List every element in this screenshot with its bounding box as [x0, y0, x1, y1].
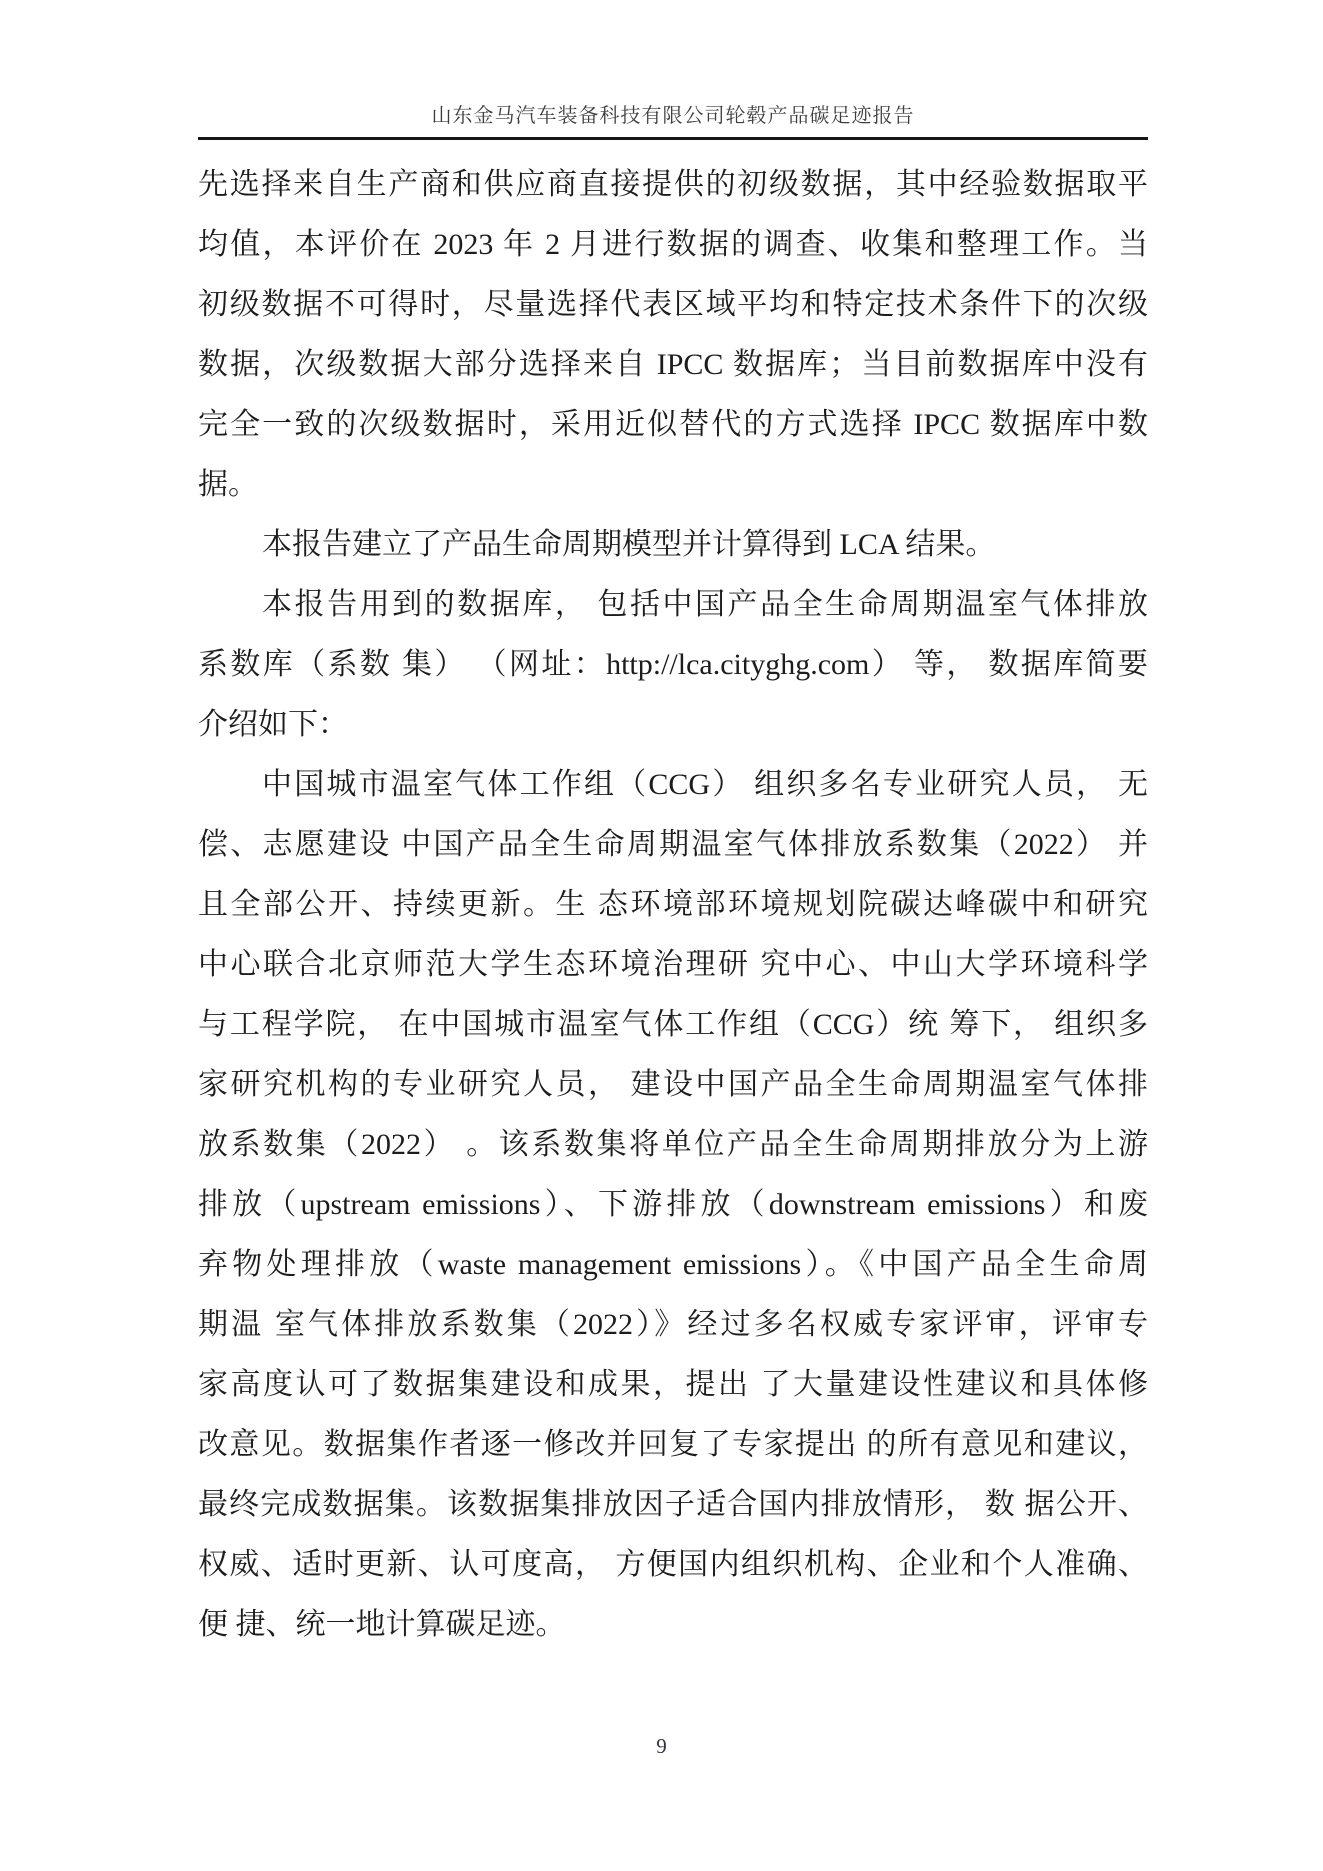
- text-line: 偿、志愿建设 中国产品全生命周期温室气体排放系数集（2022） 并: [198, 828, 1148, 861]
- text-line: 中心联合北京师范大学生态环境治理研 究中心、中山大学环境科学: [198, 948, 1148, 981]
- text-line: 与工程学院， 在中国城市温室气体工作组（CCG）统 筹下， 组织多: [198, 1008, 1148, 1041]
- text-line: 家高度认可了数据集建设和成果，提出 了大量建设性建议和具体修: [198, 1368, 1148, 1401]
- text-line: 均值，本评价在 2023 年 2 月进行数据的调查、收集和整理工作。当: [198, 228, 1148, 261]
- text-line: 中国城市温室气体工作组（CCG） 组织多名专业研究人员， 无: [262, 768, 1148, 801]
- text-line: 介绍如下：: [198, 708, 348, 741]
- text-line: 先选择来自生产商和供应商直接提供的初级数据，其中经验数据取平: [198, 168, 1148, 201]
- body-text: [198, 155, 1148, 1655]
- text-line: 且全部公开、持续更新。生 态环境部环境规划院碳达峰碳中和研究: [198, 888, 1148, 921]
- text-line: 期温 室气体排放系数集（2022）》经过多名权威专家评审，评审专: [198, 1308, 1148, 1341]
- text-line: 数据，次级数据大部分选择来自 IPCC 数据库；当目前数据库中没有: [198, 348, 1148, 381]
- text-line: 本报告建立了产品生命周期模型并计算得到 LCA 结果。: [262, 528, 996, 561]
- text-line: 权威、适时更新、认可度高， 方便国内组织机构、企业和个人准确、: [198, 1548, 1148, 1581]
- text-line: 初级数据不可得时，尽量选择代表区域平均和特定技术条件下的次级: [198, 288, 1148, 321]
- text-line: 本报告用到的数据库， 包括中国产品全生命周期温室气体排放: [262, 588, 1148, 621]
- text-line: 完全一致的次级数据时，采用近似替代的方式选择 IPCC 数据库中数: [198, 408, 1148, 441]
- text-line: 改意见。数据集作者逐一修改并回复了专家提出 的所有意见和建议，: [198, 1428, 1148, 1461]
- text-line: 据。: [198, 468, 258, 501]
- page-header-title: 山东金马汽车装备科技有限公司轮毂产品碳足迹报告: [431, 105, 915, 127]
- page-number: 9: [656, 1734, 667, 1758]
- header-rule-divider: [198, 137, 1148, 140]
- text-line: 排放（upstream emissions）、下游排放（downstream emissions）和废: [198, 1188, 1148, 1221]
- text-line: 最终完成数据集。该数据集排放因子适合国内排放情形， 数 据公开、: [198, 1488, 1148, 1521]
- text-line: 家研究机构的专业研究人员， 建设中国产品全生命周期温室气体排: [198, 1068, 1148, 1101]
- text-line: 便 捷、统一地计算碳足迹。: [198, 1608, 566, 1641]
- text-line: 弃物处理排放（waste management emissions）。《中国产品全生命周: [198, 1248, 1148, 1281]
- text-line: 放系数集（2022） 。该系数集将单位产品全生命周期排放分为上游: [198, 1128, 1148, 1161]
- text-line: 系数库（系数 集） （网址：http://lca.cityghg.com） 等， 数据库简要: [198, 648, 1148, 681]
